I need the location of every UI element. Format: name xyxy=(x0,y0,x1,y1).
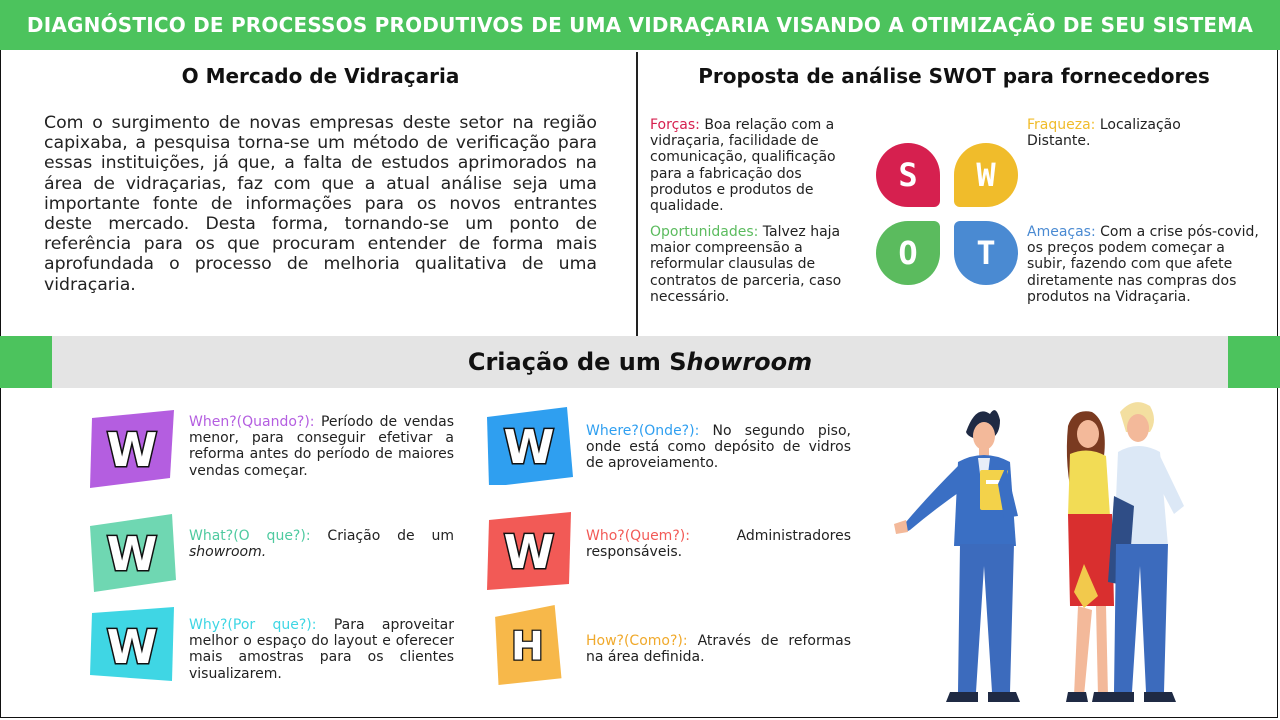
section-divider xyxy=(636,52,638,336)
opportunities-text: Talvez haja maior compreensão a reformular clausulas de contratos de parceria, caso necessário. xyxy=(650,224,842,305)
how-text xyxy=(586,633,851,665)
threats-label: Ameaças: xyxy=(1027,224,1096,240)
who-label: Who?(Quem?): xyxy=(586,528,690,544)
when-label: When?(Quando?): xyxy=(189,414,315,430)
what-description: Criação de um xyxy=(327,528,454,544)
how-label: How?(Como?): xyxy=(586,633,688,649)
when-w-icon-letter: W xyxy=(106,423,158,477)
who-description: Administradores responsáveis. xyxy=(586,528,851,561)
where-w-icon xyxy=(485,405,575,485)
showroom-band xyxy=(0,336,1280,388)
what-description-italic: showroom. xyxy=(189,544,267,561)
how-h-icon-letter: H xyxy=(511,624,544,670)
swot-weaknesses xyxy=(1027,117,1207,149)
what-w-icon-letter: W xyxy=(106,527,158,581)
weaknesses-label: Fraqueza: xyxy=(1027,117,1096,133)
why-w-icon-letter: W xyxy=(106,620,158,674)
showroom-title-prefix: Criação de um S xyxy=(467,348,687,376)
swot-strengths xyxy=(650,117,846,214)
woman-yellow-blouse-figure xyxy=(1066,411,1114,702)
when-w-icon xyxy=(88,408,178,488)
man-blue-suit-figure xyxy=(894,410,1020,702)
where-w-icon-letter: W xyxy=(503,420,555,474)
market-title: O Mercado de Vidraçaria xyxy=(181,64,460,88)
swot-o-tile: O xyxy=(876,221,940,285)
strengths-label: Forças: xyxy=(650,117,700,133)
page-title: DIAGNÓSTICO DE PROCESSOS PRODUTIVOS DE UMA VIDRAÇARIA VISANDO A OTIMIZAÇÃO DE SEU SISTEMA xyxy=(26,13,1254,37)
market-text: Com o surgimento de novas empresas deste setor na região capixaba, a pesquisa torna-se um método de verificação para essas instituições, já que, a falta de estudos aprimorados na área de vidraçarias, faz com que a atual análise seja uma importante fonte de informações para os novos entrantes deste mercado. Desta forma, tornando-se um ponto de referência para os que procuram entender de forma mais aprofundada o processo de melhoria qualitativa de uma vidraçaria. xyxy=(44,113,597,295)
showroom-title xyxy=(0,336,1280,388)
where-text xyxy=(586,423,851,472)
when-text xyxy=(189,414,454,479)
who-text xyxy=(586,528,851,560)
what-w-icon xyxy=(88,512,178,592)
how-description: Através de reformas na área definida. xyxy=(586,633,852,666)
opportunities-label: Oportunidades: xyxy=(650,224,759,240)
swot-title: Proposta de análise SWOT para fornecedores xyxy=(698,64,1210,88)
threats-text: Com a crise pós-covid, os preços podem começar a subir, fazendo com que afete diretamente nas compras dos produtos na Vidraçaria. xyxy=(1027,224,1259,305)
showroom-title-italic: howroom xyxy=(686,348,813,376)
title-bar xyxy=(0,0,1280,50)
who-w-icon-letter: W xyxy=(503,525,555,579)
why-label: Why?(Por que?): xyxy=(189,617,317,633)
swot-threats xyxy=(1027,224,1267,305)
what-text xyxy=(189,528,454,560)
where-description: No segundo piso, onde está como depósito de vidros de aproveiamento. xyxy=(586,423,851,472)
why-text xyxy=(189,617,454,682)
who-w-icon xyxy=(485,510,575,590)
swot-t-tile: T xyxy=(954,221,1018,285)
man-light-shirt-figure xyxy=(1102,402,1184,702)
strengths-text: Boa relação com a vidraçaria, facilidade de comunicação, qualificação para a fabricação dos produtos e produtos de qualidade. xyxy=(650,117,836,215)
swot-w-tile: W xyxy=(954,143,1018,207)
where-label: Where?(Onde?): xyxy=(586,423,700,439)
how-h-icon xyxy=(485,605,575,685)
weaknesses-text: Localização Distante. xyxy=(1027,117,1181,150)
business-people-illustration xyxy=(888,396,1208,712)
swot-opportunities xyxy=(650,224,850,305)
why-w-icon xyxy=(88,605,178,685)
swot-s-tile: S xyxy=(876,143,940,207)
why-description: Para aproveitar melhor o espaço do layout e oferecer mais amostras para os clientes visualizarem. xyxy=(189,617,454,682)
when-description: Período de vendas menor, para conseguir efetivar a reforma antes do período de maiores vendas começar. xyxy=(189,414,455,479)
what-label: What?(O que?): xyxy=(189,528,311,544)
